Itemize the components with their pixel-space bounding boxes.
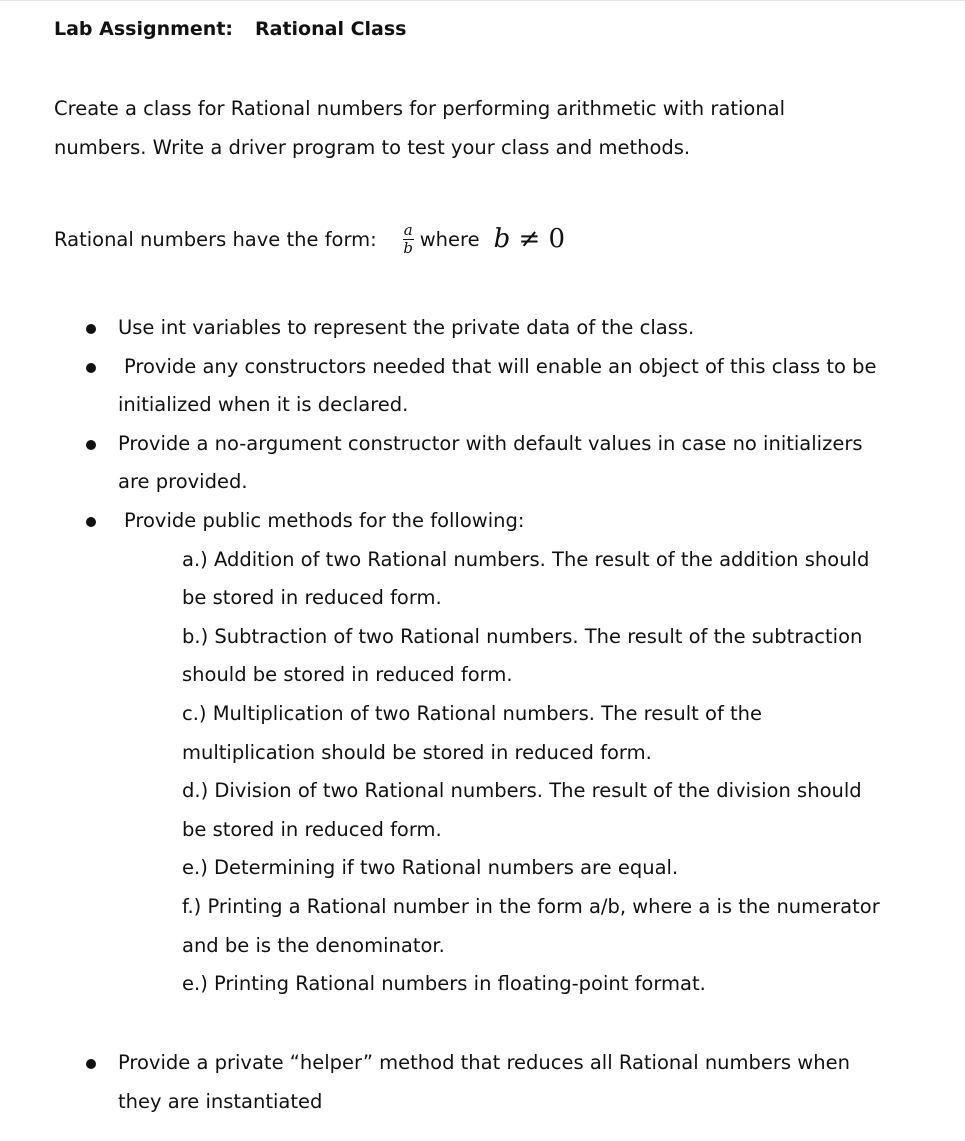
formula-where: where [419,227,480,251]
bullet-text: Provide any constructors needed that will enable an object of this class to be initialized when it is declared. [118,354,877,417]
requirements-list [0,309,965,1004]
condition-operator: ≠ 0 [510,224,566,254]
bullet-icon [86,1059,96,1069]
bullet-text: Provide public methods for the following: [124,508,525,532]
method-item: e.) Printing Rational numbers in floating-point format. [182,972,706,996]
title-label: Lab Assignment: [54,18,233,40]
fraction-denominator: b [403,238,414,257]
intro-paragraph: Create a class for Rational numbers for performing arithmetic with rational numbers. Write a driver program to test your class and methods. [54,97,786,159]
fraction-a-over-b [403,220,414,257]
list-item [0,309,888,348]
list-item [0,502,888,1004]
list-item [0,1044,888,1121]
bullet-text: Provide a private “helper” method that reduces all Rational numbers when they are instantiated [118,1051,850,1113]
methods-list [118,541,882,1004]
bullet-icon [86,324,96,334]
method-item: e.) Determining if two Rational numbers are equal. [182,856,679,880]
method-item: f.) Printing a Rational number in the form a/b, where a is the numerator and be is the denominator. [182,894,880,957]
bullet-text: Use int variables to represent the private data of the class. [118,316,695,339]
bullet-icon [86,440,96,450]
method-item: b.) Subtraction of two Rational numbers. The result of the subtraction should be stored in reduced form. [182,624,863,687]
fraction-numerator: a [403,220,413,239]
method-item: c.) Multiplication of two Rational numbers. The result of the multiplication should be stored in reduced form. [182,701,763,764]
list-item [0,348,888,425]
bullet-icon [86,363,96,373]
title-subject: Rational Class [255,18,407,40]
bullet-icon [86,517,96,527]
page-title [54,18,406,40]
formula-line [54,217,565,261]
bullet-text: Provide a no-argument constructor with default values in case no initializers are provided. [118,431,863,494]
formula-lead: Rational numbers have the form: [54,227,377,251]
list-item [0,425,888,502]
method-item: a.) Addition of two Rational numbers. The result of the addition should be stored in reduced form. [182,547,870,610]
condition-variable: b [493,224,511,254]
helper-list [0,1044,965,1121]
formula-condition [494,224,566,254]
method-item: d.) Division of two Rational numbers. The result of the division should be stored in reduced form. [182,779,862,841]
